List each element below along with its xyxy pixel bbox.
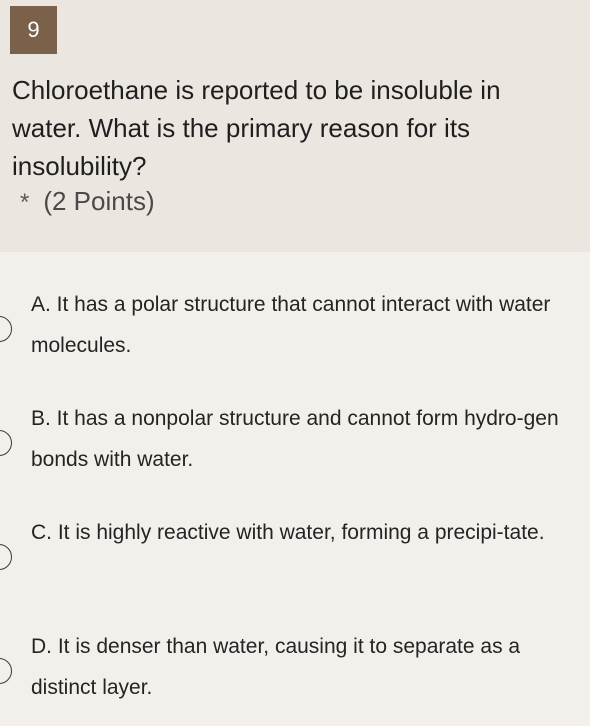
option-d-label: D. It is denser than water, causing it to separate as a distinct layer.	[31, 635, 521, 699]
option-d[interactable]	[0, 626, 590, 726]
option-a-label: A. It has a polar structure that cannot interact with water molecules.	[31, 293, 551, 357]
answer-options	[0, 252, 590, 708]
radio-option-c[interactable]	[0, 544, 12, 570]
required-marker: *	[20, 189, 30, 216]
question-number-badge: 9	[10, 6, 57, 54]
option-a[interactable]	[0, 284, 590, 384]
option-b-label: B. It has a nonpolar structure and cannot form hydro-gen bonds with water.	[31, 407, 559, 471]
radio-option-d[interactable]	[0, 658, 12, 684]
question-points-row	[20, 182, 155, 222]
radio-option-a[interactable]	[0, 316, 12, 342]
question-points: (2 Points)	[43, 186, 155, 216]
option-b[interactable]	[0, 398, 590, 498]
question-text: Chloroethane is reported to be insoluble in water. What is the primary reason for its insolubility?	[12, 75, 501, 181]
option-c-label: C. It is highly reactive with water, forming a precipi-tate.	[31, 521, 545, 544]
radio-option-b[interactable]	[0, 430, 12, 456]
option-c[interactable]	[0, 512, 590, 612]
question-card	[0, 0, 590, 252]
